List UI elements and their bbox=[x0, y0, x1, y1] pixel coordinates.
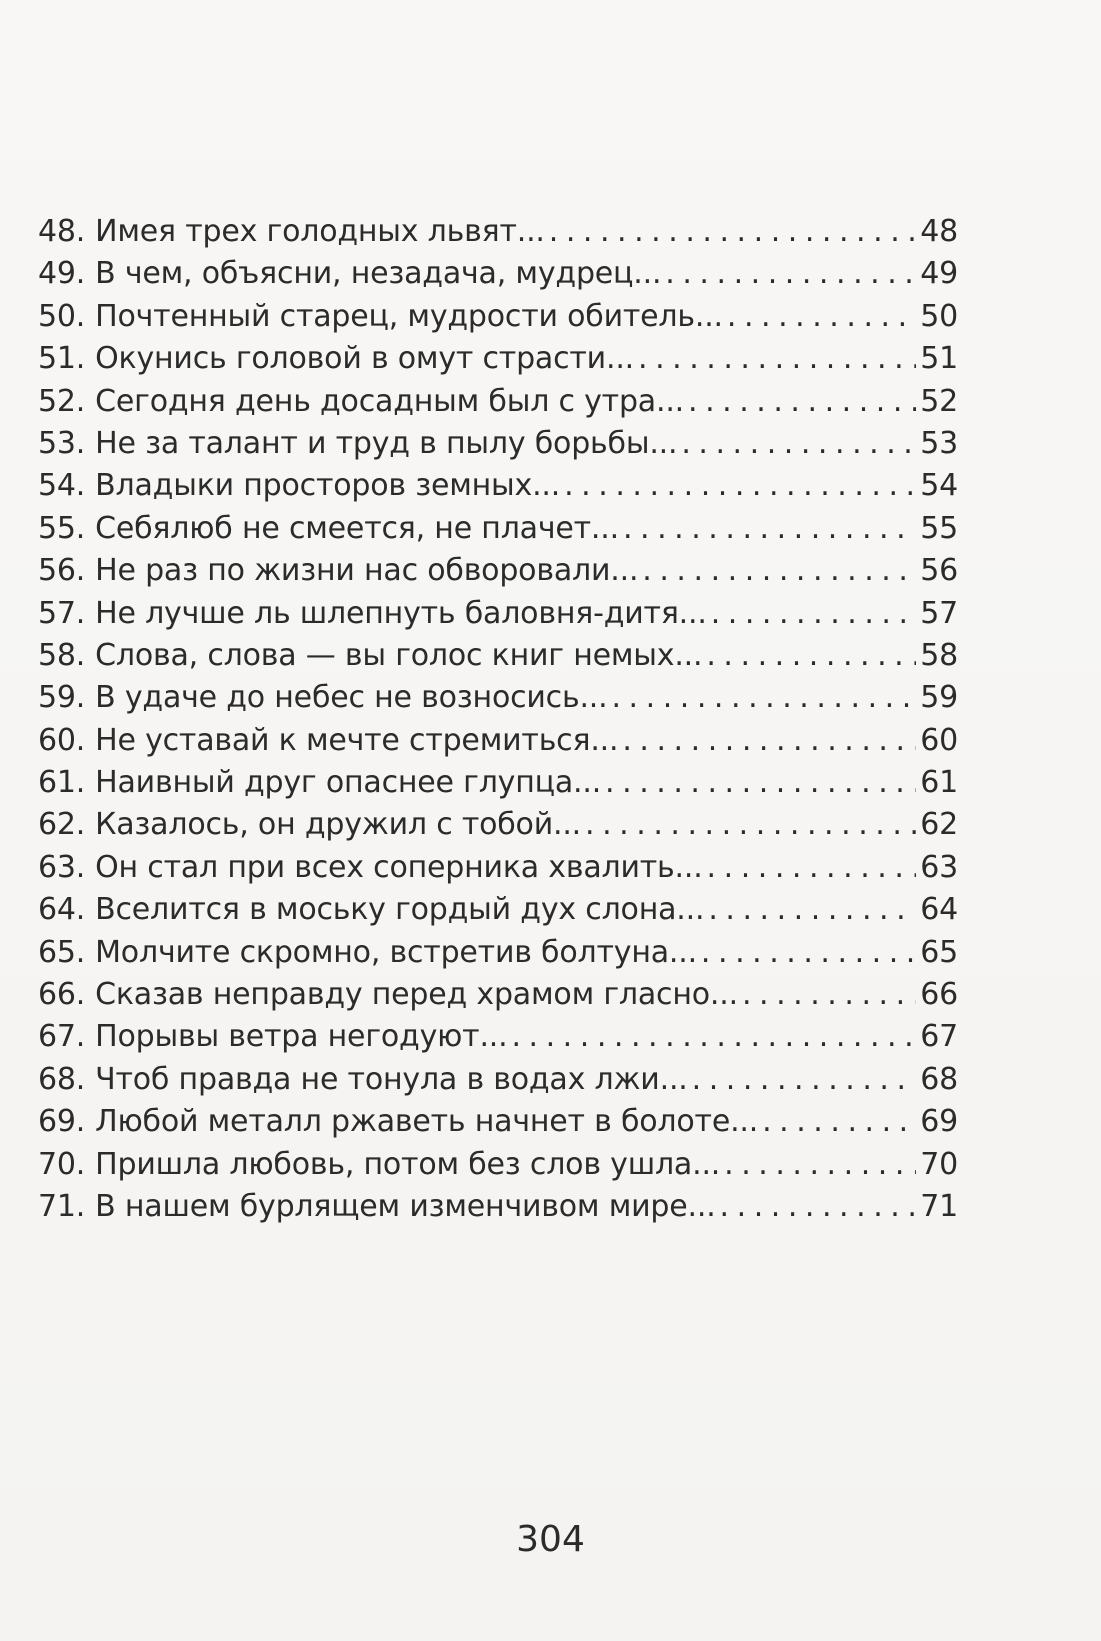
toc-entry-page: 61 bbox=[920, 765, 958, 801]
toc-entry-page: 55 bbox=[920, 510, 958, 546]
toc-entry-number: 48. bbox=[38, 214, 86, 249]
toc-leader-dots bbox=[692, 1059, 917, 1101]
toc-entry-title: Слова, слова — вы голос книг немых... bbox=[95, 637, 703, 673]
toc-entry-page: 68 bbox=[920, 1061, 958, 1097]
toc-entry-page: 63 bbox=[920, 849, 958, 885]
toc-entry-title: В нашем бурлящем изменчивом мире... bbox=[95, 1188, 716, 1224]
toc-entry bbox=[38, 338, 958, 380]
toc-entry bbox=[38, 804, 958, 846]
toc-entry bbox=[38, 253, 958, 295]
toc-leader-dots bbox=[642, 550, 916, 592]
toc-entry-page: 49 bbox=[920, 256, 958, 292]
toc-entry bbox=[38, 677, 958, 719]
toc-entry bbox=[38, 635, 958, 677]
toc-leader-dots bbox=[688, 381, 916, 423]
toc-leader-dots bbox=[549, 211, 916, 253]
toc-entry-number: 56. bbox=[38, 553, 86, 589]
toc-entry-page: 50 bbox=[920, 298, 958, 334]
toc-entry-page: 54 bbox=[920, 468, 958, 504]
toc-entry-page: 69 bbox=[920, 1104, 958, 1140]
toc-leader-dots bbox=[727, 296, 916, 338]
toc-entry-page: 53 bbox=[920, 425, 958, 461]
toc-entry-title: В удаче до небес не возносись... bbox=[95, 680, 608, 716]
toc-entry-title: Почтенный старец, мудрости обитель... bbox=[95, 298, 723, 334]
toc-entry-page: 71 bbox=[920, 1188, 958, 1224]
toc-entry bbox=[38, 720, 958, 762]
toc-entry-title: Чтоб правда не тонула в водах лжи... bbox=[95, 1061, 688, 1097]
toc-entry bbox=[38, 423, 958, 465]
toc-entry bbox=[38, 932, 958, 974]
toc-entry-page: 48 bbox=[920, 214, 958, 249]
toc-entry-title: Не раз по жизни нас обворовали... bbox=[95, 553, 639, 589]
toc-leader-dots bbox=[638, 338, 916, 380]
toc-entry-page: 51 bbox=[920, 341, 958, 377]
toc-entry-number: 49. bbox=[38, 256, 86, 292]
toc-leader-dots bbox=[724, 1144, 916, 1186]
page-number: 304 bbox=[516, 1519, 585, 1560]
toc-leader-dots bbox=[564, 465, 916, 507]
toc-leader-dots bbox=[623, 508, 916, 550]
toc-entry bbox=[38, 889, 958, 931]
toc-leader-dots bbox=[762, 1101, 916, 1143]
toc-entry bbox=[38, 211, 958, 253]
toc-entry bbox=[38, 508, 958, 550]
toc-leader-dots bbox=[707, 847, 917, 889]
toc-entry-title: Себялюб не смеется, не плачет... bbox=[95, 510, 619, 546]
toc-leader-dots bbox=[701, 932, 916, 974]
toc-entry-title: Наивный друг опаснее глупца... bbox=[95, 765, 602, 801]
toc-entry-number: 54. bbox=[38, 468, 86, 504]
toc-entry-number: 70. bbox=[38, 1146, 86, 1182]
toc-leader-dots bbox=[511, 1016, 916, 1058]
toc-entry-number: 68. bbox=[38, 1061, 86, 1097]
toc-entry-page: 60 bbox=[920, 722, 958, 758]
toc-entry-number: 61. bbox=[38, 765, 86, 801]
toc-entry-page: 70 bbox=[920, 1146, 958, 1182]
toc-entry-number: 66. bbox=[38, 977, 86, 1013]
toc-entry bbox=[38, 847, 958, 889]
toc-entry-title: В чем, объясни, незадача, мудрец... bbox=[95, 256, 662, 292]
toc-leader-dots bbox=[605, 762, 916, 804]
toc-entry-title: Владыки просторов земных... bbox=[95, 468, 561, 504]
toc-entry-number: 53. bbox=[38, 425, 86, 461]
toc-entry-number: 60. bbox=[38, 722, 86, 758]
toc-leader-dots bbox=[622, 720, 916, 762]
toc-leader-dots bbox=[681, 423, 916, 465]
toc-entry-title: Молчите скромно, встретив болтуна... bbox=[95, 934, 697, 970]
toc-entry-number: 59. bbox=[38, 680, 86, 716]
toc-leader-dots bbox=[665, 253, 916, 295]
toc-entry-title: Порывы ветра негодуют... bbox=[95, 1019, 508, 1055]
toc-entry-number: 64. bbox=[38, 892, 86, 928]
toc-entry-page: 67 bbox=[920, 1019, 958, 1055]
toc-leader-dots bbox=[585, 804, 916, 846]
toc-entry bbox=[38, 1101, 958, 1143]
toc-entry bbox=[38, 762, 958, 804]
toc-entry-title: Не за талант и труд в пылу борьбы... bbox=[95, 425, 678, 461]
toc-entry-title: Пришла любовь, потом без слов ушла... bbox=[95, 1146, 721, 1182]
toc-entry-page: 56 bbox=[920, 553, 958, 589]
toc-entry-title: Он стал при всех соперника хвалить... bbox=[95, 849, 703, 885]
toc-entry-number: 69. bbox=[38, 1104, 86, 1140]
toc-entry-number: 55. bbox=[38, 510, 86, 546]
toc-entry-title: Вселится в моську гордый дух слона... bbox=[95, 892, 705, 928]
toc-entry bbox=[38, 1059, 958, 1101]
toc-entry-title: Имея трех голодных львят... bbox=[95, 214, 545, 249]
toc-leader-dots bbox=[706, 635, 916, 677]
toc-entry bbox=[38, 381, 958, 423]
toc-entry-page: 57 bbox=[920, 595, 958, 631]
toc-entry-number: 65. bbox=[38, 934, 86, 970]
toc-entry-page: 62 bbox=[920, 807, 958, 843]
toc-leader-dots bbox=[742, 974, 916, 1016]
toc-entry-number: 71. bbox=[38, 1188, 86, 1224]
toc-entry bbox=[38, 593, 958, 635]
toc-entry bbox=[38, 550, 958, 592]
toc-entry-number: 51. bbox=[38, 341, 86, 377]
toc-entry-page: 59 bbox=[920, 680, 958, 716]
toc-entry-title: Любой металл ржаветь начнет в болоте... bbox=[95, 1104, 759, 1140]
toc-entry-number: 52. bbox=[38, 383, 86, 419]
toc-entry-title: Казалось, он дружил с тобой... bbox=[95, 807, 582, 843]
toc-leader-dots bbox=[611, 677, 916, 719]
toc-entry-page: 65 bbox=[920, 934, 958, 970]
toc-entry-number: 67. bbox=[38, 1019, 86, 1055]
toc-entry bbox=[38, 465, 958, 507]
toc-entry-page: 64 bbox=[920, 892, 958, 928]
toc-entry-page: 66 bbox=[920, 977, 958, 1013]
toc-leader-dots bbox=[708, 889, 916, 931]
toc-entry-number: 62. bbox=[38, 807, 86, 843]
toc-entry-title: Окунись головой в омут страсти... bbox=[95, 341, 634, 377]
toc-leader-dots bbox=[720, 1186, 917, 1228]
toc-entry bbox=[38, 1186, 958, 1228]
toc-entry-title: Сказав неправду перед храмом гласно... bbox=[95, 977, 738, 1013]
toc-entry-title: Не лучше ль шлепнуть баловня-дитя... bbox=[95, 595, 707, 631]
toc-entry-number: 63. bbox=[38, 849, 86, 885]
toc-entry-number: 58. bbox=[38, 637, 86, 673]
toc-entry-title: Сегодня день досадным был с утра... bbox=[95, 383, 684, 419]
toc-entry bbox=[38, 296, 958, 338]
toc-entry bbox=[38, 1016, 958, 1058]
toc-entry-title: Не уставай к мечте стремиться... bbox=[95, 722, 619, 758]
toc-entry-page: 52 bbox=[920, 383, 958, 419]
toc-entry bbox=[38, 974, 958, 1016]
toc-leader-dots bbox=[711, 593, 917, 635]
table-of-contents bbox=[38, 211, 958, 1228]
toc-entry-number: 57. bbox=[38, 595, 86, 631]
toc-entry bbox=[38, 1144, 958, 1186]
toc-entry-page: 58 bbox=[920, 637, 958, 673]
toc-entry-number: 50. bbox=[38, 298, 86, 334]
